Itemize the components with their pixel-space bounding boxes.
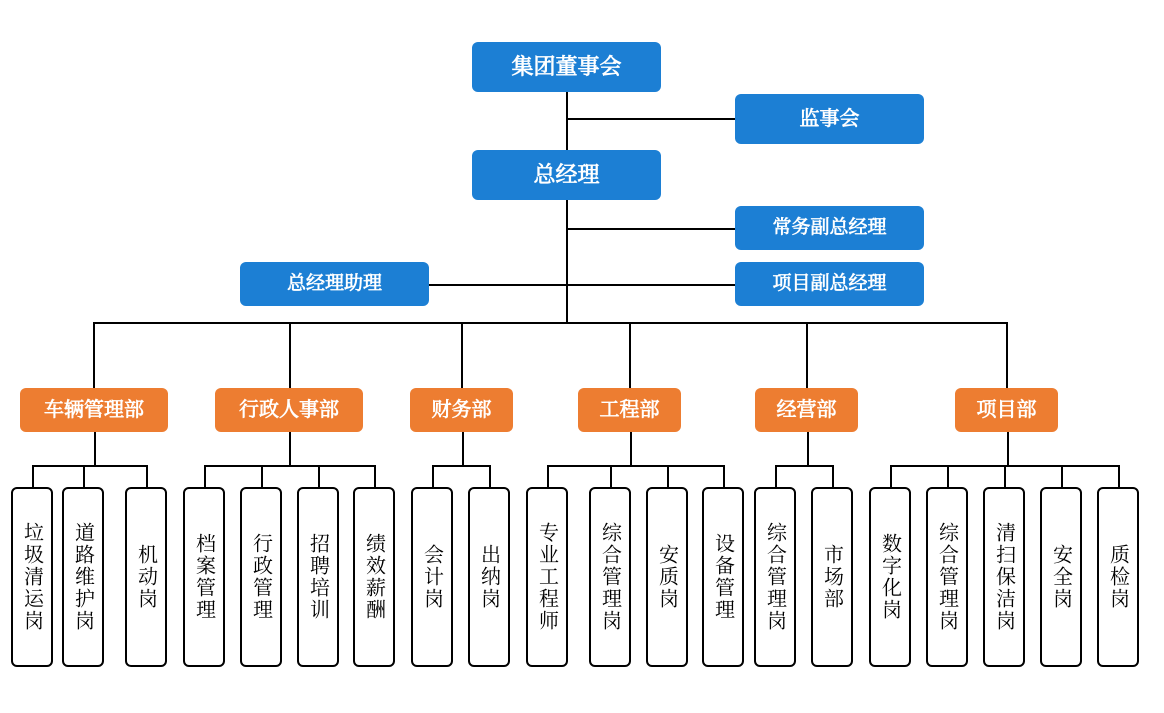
connector-dept-stem-4 (807, 432, 809, 465)
node-exec-vgm[interactable]: 常务副总经理 (735, 206, 924, 250)
connector-c-dept5 (806, 322, 808, 388)
connector-leaf-stem-3-2 (667, 465, 669, 487)
connector-group-bus-3 (547, 465, 723, 467)
connector-group-bus-2 (432, 465, 489, 467)
node-proj-vgm[interactable]: 项目副总经理 (735, 262, 924, 306)
connector-c-assistant (429, 284, 566, 286)
position-p10[interactable]: 专业工程师 (526, 487, 568, 667)
connector-leaf-stem-5-3 (1061, 465, 1063, 487)
position-p13[interactable]: 设备管理 (702, 487, 744, 667)
connector-dept-stem-2 (462, 432, 464, 465)
position-p6[interactable]: 招聘培训 (297, 487, 339, 667)
connector-leaf-stem-4-0 (775, 465, 777, 487)
position-p4[interactable]: 档案管理 (183, 487, 225, 667)
position-p14[interactable]: 综合管理岗 (754, 487, 796, 667)
position-p2[interactable]: 道路维护岗 (62, 487, 104, 667)
connector-leaf-stem-1-0 (204, 465, 206, 487)
connector-leaf-stem-2-0 (432, 465, 434, 487)
department-finance[interactable]: 财务部 (410, 388, 513, 432)
position-p20[interactable]: 质检岗 (1097, 487, 1139, 667)
department-operate[interactable]: 经营部 (755, 388, 858, 432)
connector-c-proj-vgm (566, 284, 735, 286)
connector-leaf-stem-3-3 (723, 465, 725, 487)
node-supervisory[interactable]: 监事会 (735, 94, 924, 144)
connector-leaf-stem-1-3 (374, 465, 376, 487)
connector-dept-stem-1 (289, 432, 291, 465)
department-engineer[interactable]: 工程部 (578, 388, 681, 432)
position-p7[interactable]: 绩效薪酬 (353, 487, 395, 667)
node-gm-assistant[interactable]: 总经理助理 (240, 262, 429, 306)
connector-c-dept6 (1006, 322, 1008, 388)
connector-leaf-stem-3-0 (547, 465, 549, 487)
position-p9[interactable]: 出纳岗 (468, 487, 510, 667)
connector-c-supervisory (566, 118, 735, 120)
department-vehicle[interactable]: 车辆管理部 (20, 388, 168, 432)
connector-c-dept4 (629, 322, 631, 388)
connector-c-exec-vgm (566, 228, 735, 230)
connector-group-bus-0 (32, 465, 146, 467)
position-p11[interactable]: 综合管理岗 (589, 487, 631, 667)
position-p3[interactable]: 机动岗 (125, 487, 167, 667)
position-p12[interactable]: 安质岗 (646, 487, 688, 667)
connector-leaf-stem-4-1 (832, 465, 834, 487)
connector-dept-stem-5 (1007, 432, 1009, 465)
connector-leaf-stem-5-2 (1004, 465, 1006, 487)
position-p5[interactable]: 行政管理 (240, 487, 282, 667)
connector-c-gm-down (566, 200, 568, 322)
connector-leaf-stem-1-1 (261, 465, 263, 487)
connector-c-dept1 (93, 322, 95, 388)
node-gm[interactable]: 总经理 (472, 150, 661, 200)
connector-leaf-stem-0-2 (146, 465, 148, 487)
position-p8[interactable]: 会计岗 (411, 487, 453, 667)
node-board[interactable]: 集团董事会 (472, 42, 661, 92)
connector-group-bus-1 (204, 465, 374, 467)
connector-leaf-stem-5-4 (1118, 465, 1120, 487)
connector-dept-stem-3 (630, 432, 632, 465)
connector-dept-stem-0 (94, 432, 96, 465)
position-p1[interactable]: 垃圾清运岗 (11, 487, 53, 667)
connector-c-dept-bus (93, 322, 1006, 324)
department-admin-hr[interactable]: 行政人事部 (215, 388, 363, 432)
position-p17[interactable]: 综合管理岗 (926, 487, 968, 667)
connector-leaf-stem-2-1 (489, 465, 491, 487)
connector-group-bus-4 (775, 465, 832, 467)
connector-leaf-stem-3-1 (610, 465, 612, 487)
position-p18[interactable]: 清扫保洁岗 (983, 487, 1025, 667)
position-p15[interactable]: 市场部 (811, 487, 853, 667)
connector-leaf-stem-0-0 (32, 465, 34, 487)
connector-leaf-stem-5-0 (890, 465, 892, 487)
connector-leaf-stem-0-1 (83, 465, 85, 487)
department-project[interactable]: 项目部 (955, 388, 1058, 432)
position-p19[interactable]: 安全岗 (1040, 487, 1082, 667)
connector-c-dept2 (289, 322, 291, 388)
connector-leaf-stem-1-2 (318, 465, 320, 487)
connector-leaf-stem-5-1 (947, 465, 949, 487)
position-p16[interactable]: 数字化岗 (869, 487, 911, 667)
connector-c-dept3 (461, 322, 463, 388)
connector-c-board-gm (566, 92, 568, 150)
